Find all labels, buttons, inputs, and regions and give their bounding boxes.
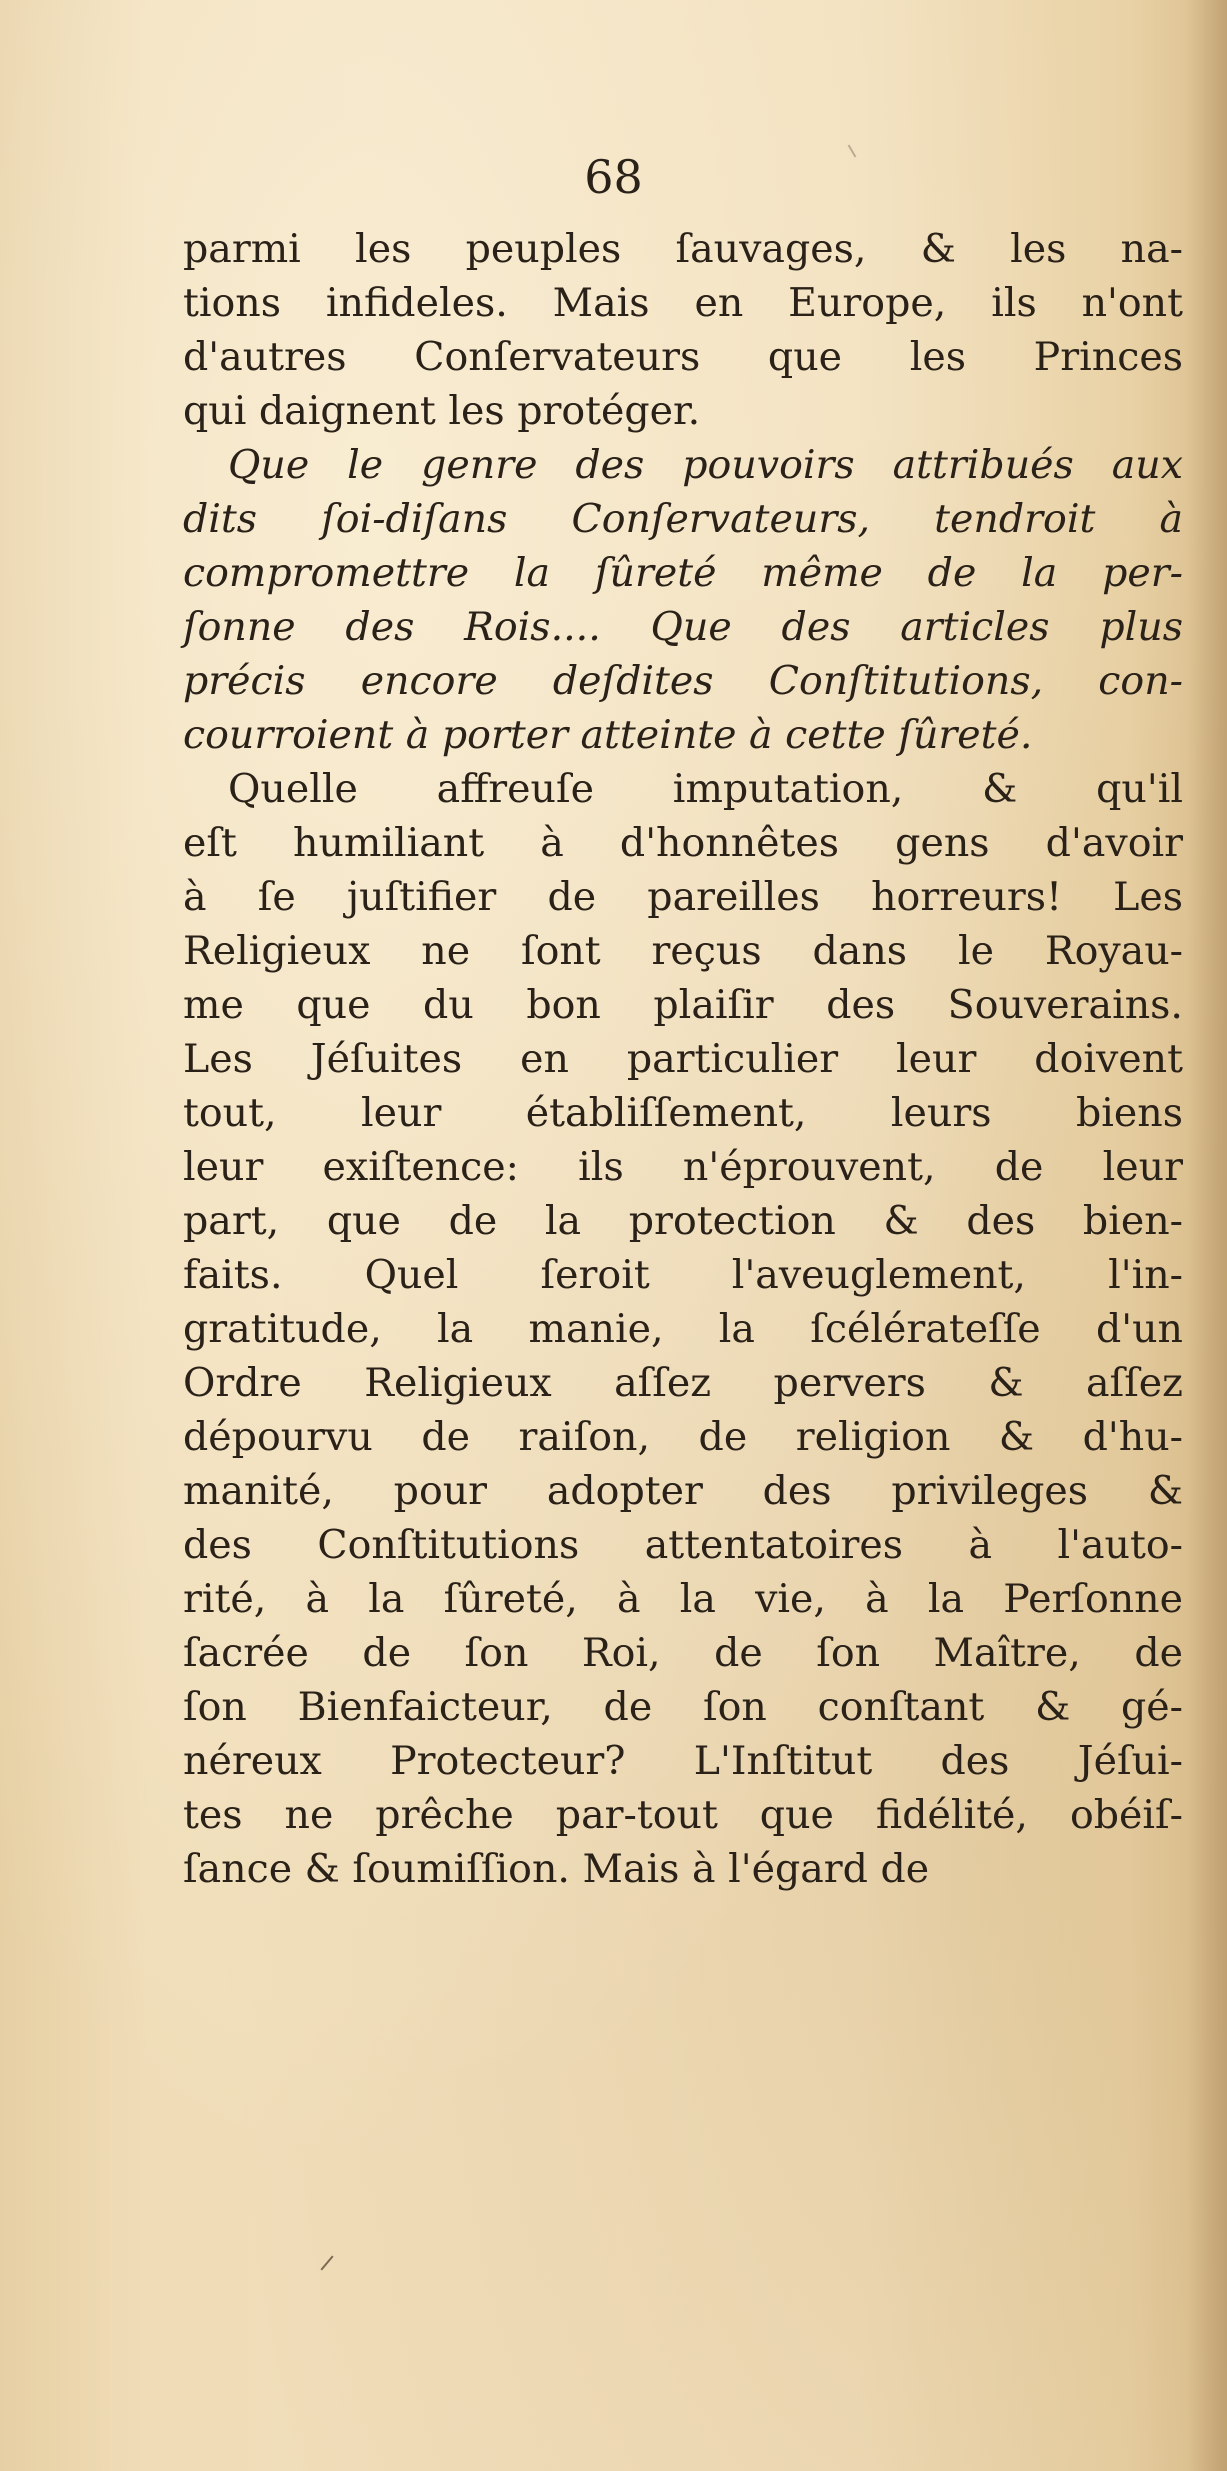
quote-line: ſonne des Rois.... Que des articles plus: [183, 604, 1183, 650]
quote-line: compromettre la ſûreté même de la per-: [183, 550, 1183, 596]
quote-line: précis encore deſdites Conſtitutions, con-: [183, 658, 1183, 704]
paragraph-line: Les Jéſuites en particulier leur doivent: [183, 1036, 1183, 1082]
paragraph-line: dépourvu de raiſon, de religion & d'hu-: [183, 1414, 1183, 1460]
paragraph-line: ſance & ſoumiſſion. Mais à l'égard de: [183, 1846, 930, 1892]
paragraph-line: faits. Quel ſeroit l'aveuglement, l'in-: [183, 1252, 1183, 1298]
paragraph-line: leur exiſtence: ils n'éprouvent, de leur: [183, 1144, 1183, 1190]
paragraph-line: part, que de la protection & des bien-: [183, 1198, 1183, 1244]
paragraph-line: à ſe juſtifier de pareilles horreurs! Les: [183, 874, 1183, 920]
opening-lines: [183, 222, 1183, 438]
paragraph-line: rité, à la ſûreté, à la vie, à la Perſonne: [183, 1576, 1183, 1622]
page-number: 68: [584, 150, 643, 204]
paragraph-line: tout, leur établiſſement, leurs biens: [183, 1090, 1183, 1136]
text-line: tions infideles. Mais en Europe, ils n'ont: [183, 280, 1183, 326]
paragraph-line: néreux Protecteur? L'Inſtitut des Jéſui-: [183, 1738, 1183, 1784]
paragraph-line: ſacrée de ſon Roi, de ſon Maître, de: [183, 1630, 1183, 1676]
paragraph-line: Religieux ne ſont reçus dans le Royau-: [183, 928, 1183, 974]
paragraph-line: Quelle affreuſe imputation, & qu'il: [228, 766, 1183, 812]
page-edge-shadow: [1187, 0, 1227, 2471]
paragraph-line: me que du bon plaiſir des Souverains.: [183, 982, 1183, 1028]
paragraph-line: tes ne prêche par-tout que fidélité, obéiſ-: [183, 1792, 1183, 1838]
text-line: parmi les peuples ſauvages, & les na-: [183, 226, 1183, 272]
paragraph-line: manité, pour adopter des privileges &: [183, 1468, 1183, 1514]
text-line: d'autres Conſervateurs que les Princes: [183, 334, 1183, 380]
ink-mark: [320, 2255, 333, 2270]
text-line: qui daignent les protéger.: [183, 388, 701, 434]
paragraph-line: des Conſtitutions attentatoires à l'auto-: [183, 1522, 1183, 1568]
paragraph-line: gratitude, la manie, la ſcélérateſſe d'un: [183, 1306, 1183, 1352]
paragraph-line: eſt humiliant à d'honnêtes gens d'avoir: [183, 820, 1183, 866]
paragraph-line: ſon Bienfaicteur, de ſon conſtant & gé-: [183, 1684, 1183, 1730]
paragraph-line: Ordre Religieux aſſez pervers & aſſez: [183, 1360, 1183, 1406]
quote-line: Que le genre des pouvoirs attribués aux: [228, 442, 1183, 488]
quote-line: courroient à porter atteinte à cette ſûreté.: [183, 712, 1033, 758]
quoted-accusation: [183, 438, 1183, 762]
paragraph: [183, 762, 1183, 1896]
quote-line: dits ſoi-diſans Conſervateurs, tendroit à: [183, 496, 1183, 542]
page-text: [183, 222, 1183, 1896]
